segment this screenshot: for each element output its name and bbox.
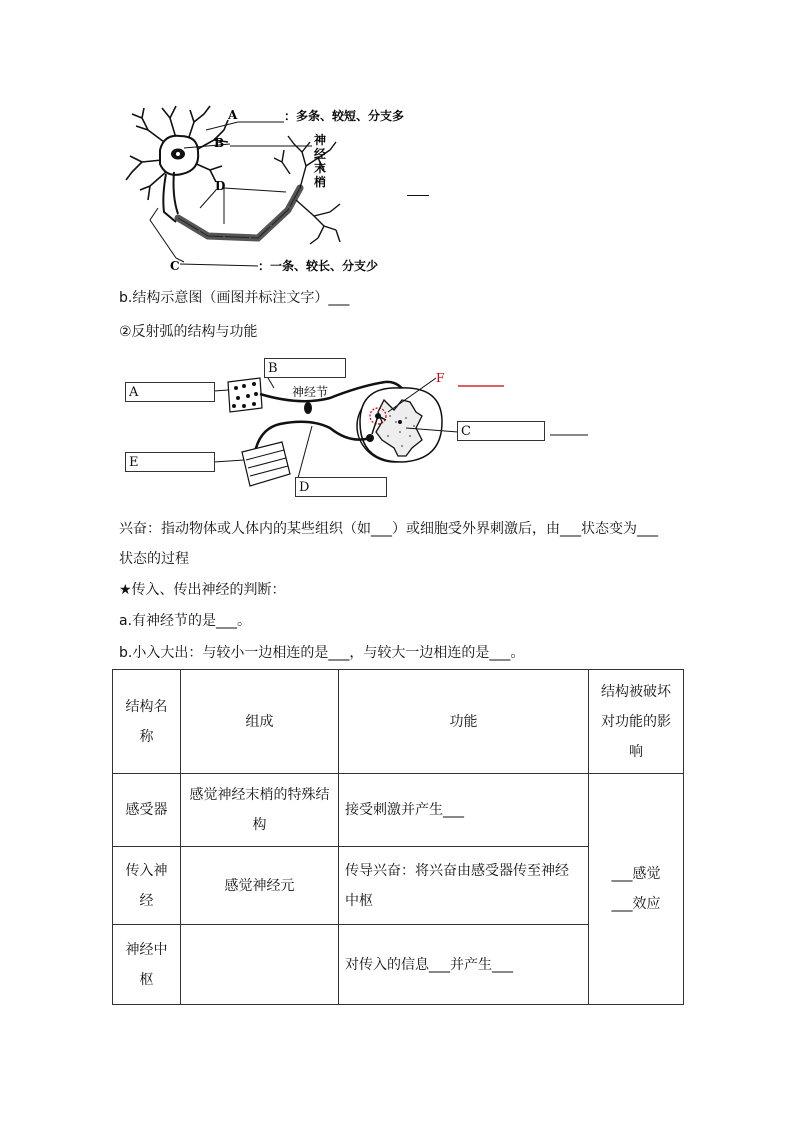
neuron-blank-line bbox=[407, 195, 429, 196]
excitation-line-2: 状态的过程 bbox=[119, 551, 189, 567]
reflex-box-c: C bbox=[457, 421, 545, 441]
label-f: F bbox=[436, 371, 445, 385]
reflex-box-e: E bbox=[125, 452, 215, 472]
neuron-label-d: D bbox=[215, 179, 226, 193]
reflex-box-d: D bbox=[295, 477, 387, 497]
neuron-diagram bbox=[118, 100, 418, 280]
header-structure-name: 结构名称 bbox=[113, 670, 181, 774]
neuron-label-b: B bbox=[214, 136, 225, 150]
neuron-label-a: A bbox=[228, 108, 238, 122]
table-row bbox=[113, 774, 684, 847]
neuron-label-c-desc: ：一条、较长、分支少 bbox=[258, 259, 379, 273]
nerve-ending-char-2: 经 bbox=[314, 147, 327, 161]
row-name: 神经中枢 bbox=[113, 925, 181, 1005]
row-composition: 感觉神经末梢的特殊结构 bbox=[181, 774, 339, 847]
judgement-item-b: b.小入大出：与较小一边相连的是___，与较大一边相连的是___。 bbox=[119, 645, 525, 661]
judgement-item-a: a.有神经节的是___。 bbox=[119, 613, 252, 629]
effect-cell bbox=[589, 774, 684, 1005]
ganglion-label: 神经节 bbox=[292, 385, 329, 399]
row-function: 接受刺激并产生___ bbox=[339, 774, 589, 847]
receptor-tissue bbox=[228, 378, 262, 412]
nerve-ending-char-4: 梢 bbox=[314, 175, 327, 189]
nerve-ending-char-1: 神 bbox=[314, 133, 327, 147]
ganglion-body bbox=[304, 402, 312, 414]
row-function: 传导兴奋：将兴奋由感受器传至神经中枢 bbox=[339, 847, 589, 925]
effect-line-2: ___效应 bbox=[611, 896, 661, 912]
reflex-arc-table bbox=[112, 669, 684, 1005]
header-function: 功能 bbox=[339, 670, 589, 774]
row-composition bbox=[181, 925, 339, 1005]
header-effect: 结构被破坏对功能的影响 bbox=[589, 670, 684, 774]
structure-note: b.结构示意图（画图并标注文字）___ bbox=[119, 290, 350, 306]
excitation-line-1: 兴奋：指动物体或人体内的某些组织（如___）或细胞受外界刺激后，由___状态变为___ bbox=[119, 521, 658, 537]
reflex-box-a: A bbox=[125, 382, 215, 402]
effector-muscle bbox=[242, 442, 290, 486]
row-composition: 感觉神经元 bbox=[181, 847, 339, 925]
neuron-label-c: C bbox=[170, 259, 180, 273]
header-composition: 组成 bbox=[181, 670, 339, 774]
nerve-ending-char-3: 末 bbox=[314, 161, 327, 175]
reflex-heading: ②反射弧的结构与功能 bbox=[119, 324, 258, 340]
effect-line-1: ___感觉 bbox=[611, 866, 661, 882]
row-name: 感受器 bbox=[113, 774, 181, 847]
row-name: 传入神经 bbox=[113, 847, 181, 925]
table-header-row bbox=[113, 670, 684, 774]
judgement-title: ★传入、传出神经的判断： bbox=[119, 582, 286, 598]
row-function: 对传入的信息___并产生___ bbox=[339, 925, 589, 1005]
neuron-label-a-desc: ：多条、较短、分支多 bbox=[284, 109, 405, 123]
reflex-box-b: B bbox=[264, 358, 346, 378]
